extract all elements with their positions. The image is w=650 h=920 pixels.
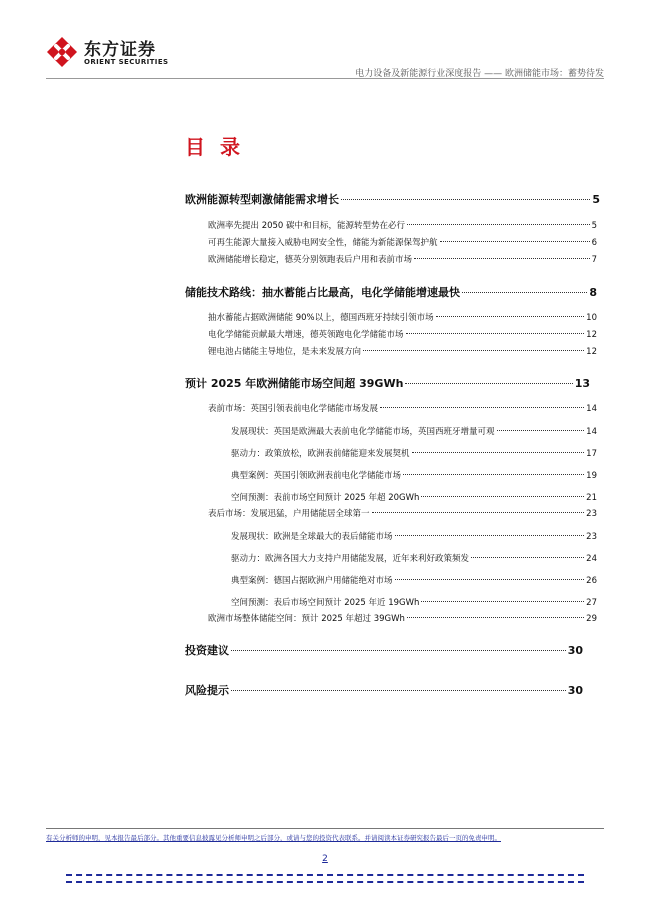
toc-entry-title: 欧洲能源转型刺激储能需求增长 — [185, 193, 339, 206]
toc-leader — [421, 496, 584, 497]
toc-leader — [403, 474, 584, 475]
toc-entry-page: 14 — [586, 427, 597, 437]
toc-entry-page: 30 — [567, 684, 583, 697]
toc-entry-page: 10 — [586, 313, 597, 323]
toc-entry-title: 驱动力：欧洲各国大力支持户用储能发展，近年来利好政策频发 — [231, 554, 470, 564]
toc-entry[interactable] — [208, 612, 597, 624]
toc-entry-page: 13 — [574, 377, 590, 390]
toc-entry-page: 8 — [589, 286, 597, 299]
toc-entry-title: 可再生能源大量接入威胁电网安全性，储能为新能源保驾护航 — [208, 238, 438, 248]
toc-leader — [414, 258, 590, 259]
toc-entry-page: 7 — [591, 255, 597, 265]
toc-entry-title: 风险提示 — [185, 684, 229, 697]
toc-entry[interactable] — [231, 552, 597, 564]
toc-entry-title: 典型案例：德国占据欧洲户用储能绝对市场 — [231, 576, 393, 586]
analyst-disclaimer-link[interactable]: 有关分析师的申明，见本报告最后部分。其他重要信息披露见分析师申明之后部分，或请与您的投资代表联系。并请阅读本证券研究报告最后一页的免责申明。 — [46, 834, 501, 842]
toc-leader — [372, 512, 585, 513]
toc-entry-title: 空间预测：表后市场空间预计 2025 年近 19GWh — [231, 598, 420, 608]
toc-entry-title: 电化学储能贡献最大增速，德英领跑电化学储能市场 — [208, 330, 404, 340]
toc-entry-title: 欧洲市场整体储能空间：预计 2025 年超过 39GWh — [208, 614, 405, 624]
brand-logo — [46, 36, 186, 70]
toc-leader — [395, 579, 585, 580]
toc-entry-page: 12 — [586, 347, 597, 357]
footer-dashed-line — [66, 881, 584, 883]
toc-entry-title: 锂电池占储能主导地位，是未来发展方向 — [208, 347, 362, 357]
toc-entry-page: 26 — [586, 576, 597, 586]
toc-leader — [363, 350, 584, 351]
toc-entry-title: 储能技术路线：抽水蓄能占比最高，电化学储能增速最快 — [185, 286, 460, 299]
toc-entry-title: 表后市场：发展迅猛，户用储能居全球第一 — [208, 509, 370, 519]
toc-entry-title: 发展现状：英国是欧洲最大表前电化学储能市场，英国西班牙增量可观 — [231, 427, 495, 437]
toc-entry[interactable] — [208, 219, 597, 231]
toc-entry-page: 19 — [586, 471, 597, 481]
toc-leader — [421, 601, 584, 602]
report-header-title: 电力设备及新能源行业深度报告 —— 欧洲储能市场：蓄势待发 — [355, 69, 604, 79]
toc-leader — [407, 224, 590, 225]
toc-leader — [231, 650, 566, 651]
toc-leader — [440, 241, 590, 242]
toc-entry-title: 抽水蓄能占据欧洲储能 90%以上，德国西班牙持续引领市场 — [208, 313, 434, 323]
toc-entry-title: 预计 2025 年欧洲储能市场空间超 39GWh — [185, 377, 404, 390]
toc-entry[interactable] — [208, 345, 597, 357]
toc-heading: 目 录 — [185, 135, 244, 159]
toc-leader — [407, 617, 584, 618]
toc-leader — [462, 292, 587, 293]
toc-entry[interactable] — [208, 402, 597, 414]
toc-leader — [412, 452, 585, 453]
toc-leader — [395, 535, 585, 536]
toc-entry-title: 欧洲率先提出 2050 碳中和目标，能源转型势在必行 — [208, 221, 406, 231]
orient-securities-logo-icon — [46, 36, 78, 68]
toc-entry[interactable] — [231, 425, 597, 437]
toc-entry[interactable] — [185, 682, 583, 698]
page-number: 2 — [322, 854, 328, 864]
toc-entry-page: 5 — [591, 221, 597, 231]
toc-leader — [471, 557, 584, 558]
toc-entry-page: 30 — [567, 644, 583, 657]
toc-entry-title: 空间预测：表前市场空间预计 2025 年超 20GWh — [231, 493, 420, 503]
toc-leader — [405, 383, 572, 384]
toc-entry-page: 24 — [586, 554, 597, 564]
header-divider — [46, 78, 604, 79]
toc-entry-page: 29 — [586, 614, 597, 624]
toc-entry[interactable] — [208, 328, 597, 340]
toc-entry-title: 欧洲储能增长稳定，德英分别领跑表后户用和表前市场 — [208, 255, 413, 265]
toc-entry[interactable] — [185, 284, 597, 300]
footer-divider — [46, 828, 604, 829]
toc-entry-title: 典型案例：英国引领欧洲表前电化学储能市场 — [231, 471, 402, 481]
toc-entry[interactable] — [208, 253, 597, 265]
toc-entry-title: 驱动力：政策放松，欧洲表前储能迎来发展契机 — [231, 449, 410, 459]
toc-leader — [406, 333, 585, 334]
toc-entry-title: 表前市场：英国引领表前电化学储能市场发展 — [208, 404, 379, 414]
toc-entry-page: 5 — [592, 193, 600, 206]
toc-entry-page: 12 — [586, 330, 597, 340]
toc-entry-title: 投资建议 — [185, 644, 229, 657]
toc-entry[interactable] — [231, 574, 597, 586]
brand-name-cn: 东方证券 — [84, 40, 156, 60]
toc-entry[interactable] — [231, 469, 597, 481]
toc-entry[interactable] — [208, 236, 597, 248]
toc-entry[interactable] — [208, 507, 597, 519]
toc-entry[interactable] — [185, 642, 583, 658]
toc-entry-title: 发展现状：欧洲是全球最大的表后储能市场 — [231, 532, 393, 542]
toc-leader — [380, 407, 584, 408]
toc-entry[interactable] — [231, 447, 597, 459]
toc-leader — [436, 316, 585, 317]
toc-entry-page: 23 — [586, 509, 597, 519]
toc-leader — [497, 430, 585, 431]
toc-entry-page: 23 — [586, 532, 597, 542]
brand-name-en: ORIENT SECURITIES — [84, 58, 169, 66]
toc-entry-page: 27 — [586, 598, 597, 608]
toc-entry[interactable] — [208, 311, 597, 323]
toc-entry[interactable] — [185, 191, 600, 207]
toc-entry[interactable] — [231, 530, 597, 542]
footer-dashed-line — [66, 874, 584, 876]
toc-entry[interactable] — [185, 375, 590, 391]
toc-leader — [341, 199, 590, 200]
toc-entry-page: 17 — [586, 449, 597, 459]
toc-entry-page: 21 — [586, 493, 597, 503]
toc-entry-page: 14 — [586, 404, 597, 414]
toc-entry[interactable] — [231, 491, 597, 503]
toc-entry[interactable] — [231, 596, 597, 608]
toc-leader — [231, 690, 566, 691]
toc-entry-page: 6 — [591, 238, 597, 248]
